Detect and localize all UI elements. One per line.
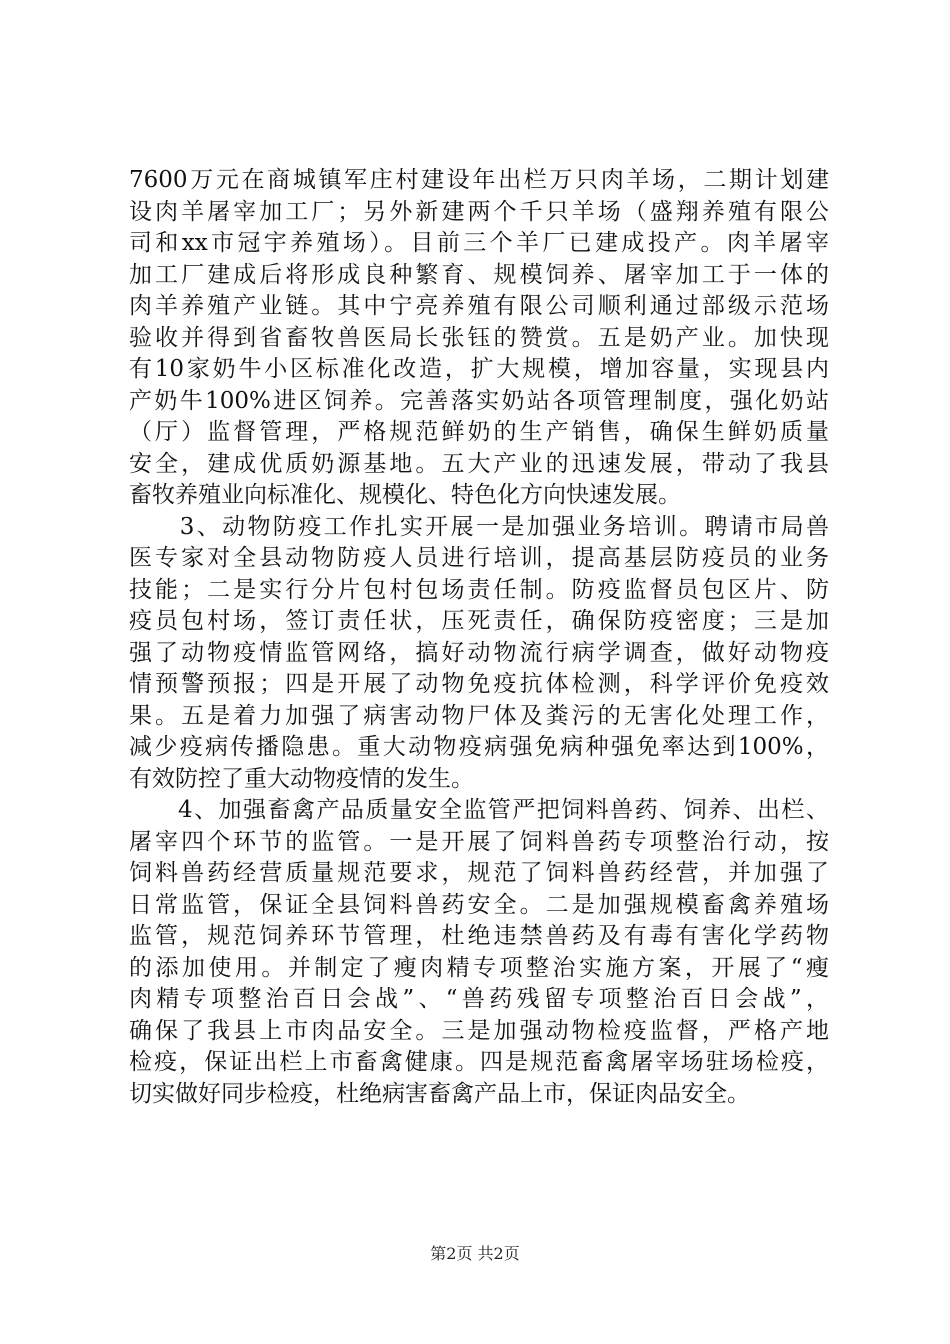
text-line: 情预警预报；四是开展了动物免疫抗体检测，科学评价免疫效 [129,671,829,697]
text-line: （厅）监督管理，严格规范鲜奶的生产销售，确保生鲜奶质量 [129,419,829,445]
text-line: 的添加使用。并制定了瘦肉精专项整治实施方案，开展了“瘦 [129,954,829,981]
text-line: 屠宰四个环节的监管。一是开展了饲料兽药专项整治行动，按 [129,828,829,855]
text-line: 饲料兽药经营质量规范要求，规范了饲料兽药经营，并加强了 [129,860,829,886]
text-line: 7600万元在商城镇军庄村建设年出栏万只肉羊场，二期计划建 [129,167,829,193]
text-line: 切实做好同步检疫，杜绝病害畜禽产品上市，保证肉品安全。 [129,1080,750,1107]
text-line: 3、动物防疫工作扎实开展一是加强业务培训。聘请市局兽 [129,513,829,540]
text-line: 日常监管，保证全县饲料兽药安全。二是加强规模畜禽养殖场 [129,891,829,918]
text-line: 有10家奶牛小区标准化改造，扩大规模，增加容量，实现县内 [129,356,829,382]
text-line: 强了动物疫情监管网络，搞好动物流行病学调查，做好动物疫 [129,639,829,666]
body-text [129,165,829,1110]
text-line: 加工厂建成后将形成良种繁育、规模饲养、屠宰加工于一体的 [129,261,829,288]
text-line: 司和xx市冠宇养殖场）。目前三个羊厂已建成投产。肉羊屠宰 [129,230,829,256]
text-line: 疫员包村场，签订责任状，压死责任，确保防疫密度；三是加 [129,608,829,634]
text-line: 安全，建成优质奶源基地。五大产业的迅速发展，带动了我县 [129,450,829,477]
text-line: 设肉羊屠宰加工厂；另外新建两个千只羊场（盛翔养殖有限公 [129,198,829,225]
text-line: 肉精专项整治百日会战”、“兽药残留专项整治百日会战”， [129,986,829,1012]
text-line: 产奶牛100%进区饲养。完善落实奶站各项管理制度，强化奶站 [129,387,829,414]
text-line: 畜牧养殖业向标准化、规模化、特色化方向快速发展。 [129,482,681,508]
text-line: 肉羊养殖产业链。其中宁亮养殖有限公司顺利通过部级示范场 [129,293,829,319]
text-line: 果。五是着力加强了病害动物尸体及粪污的无害化处理工作， [129,702,829,729]
text-line: 4、加强畜禽产品质量安全监管严把饲料兽药、饲养、出栏、 [129,797,829,823]
text-line: 确保了我县上市肉品安全。三是加强动物检疫监督，严格产地 [129,1017,829,1044]
text-line: 检疫，保证出栏上市畜禽健康。四是规范畜禽屠宰场驻场检疫， [129,1049,829,1075]
text-line: 医专家对全县动物防疫人员进行培训，提高基层防疫员的业务 [129,545,829,571]
text-line: 减少疫病传播隐患。重大动物疫病强免病种强免率达到100%， [129,734,829,760]
text-line: 有效防控了重大动物疫情的发生。 [129,765,474,792]
page-number-footer: 第2页 共2页 [430,1244,520,1263]
text-line: 监管，规范饲养环节管理，杜绝违禁兽药及有毒有害化学药物 [129,923,829,949]
text-line: 验收并得到省畜牧兽医局长张钰的赞赏。五是奶产业。加快现 [129,324,829,351]
text-line: 技能；二是实行分片包村包场责任制。防疫监督员包区片、防 [129,576,829,603]
